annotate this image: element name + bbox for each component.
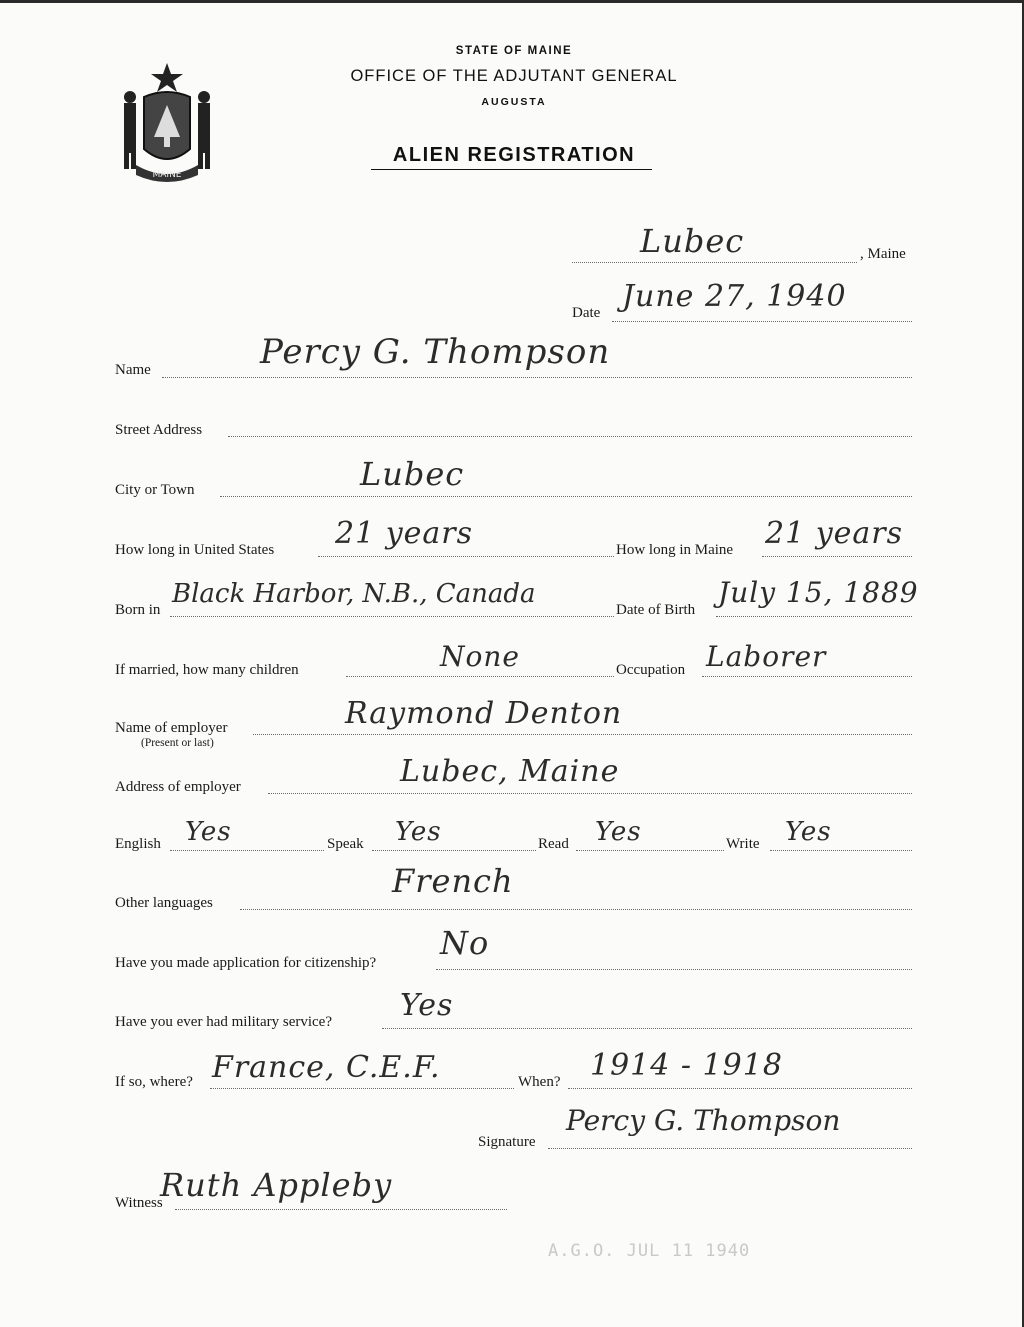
employer-address-value: Lubec, Maine (400, 754, 620, 789)
date-line (612, 321, 912, 322)
military-value: Yes (400, 988, 454, 1023)
write-line (770, 850, 912, 851)
office-heading: OFFICE OF THE ADJUTANT GENERAL (350, 67, 678, 85)
name-value: Percy G. Thompson (260, 332, 611, 372)
city-label: City or Town (115, 482, 195, 498)
how-long-us-value: 21 years (335, 516, 474, 551)
where-label: If so, where? (115, 1074, 193, 1090)
employer-value: Raymond Denton (345, 696, 623, 731)
date-value: June 27, 1940 (622, 279, 847, 314)
born-in-label: Born in (115, 602, 161, 618)
how-long-maine-line (762, 556, 912, 557)
how-long-maine-value: 21 years (765, 516, 904, 551)
title-underline (371, 169, 652, 170)
when-line (568, 1088, 912, 1089)
employer-address-label: Address of employer (115, 779, 241, 795)
english-label: English (115, 836, 161, 852)
witness-line (175, 1209, 507, 1210)
citizenship-label: Have you made application for citizenship? (115, 955, 377, 971)
when-label: When? (518, 1074, 561, 1090)
english-value: Yes (185, 817, 232, 847)
employer-address-line (268, 793, 912, 794)
date-of-birth-label: Date of Birth (616, 602, 696, 618)
signature-line (548, 1148, 912, 1149)
occupation-line (702, 676, 912, 677)
occupation-label: Occupation (616, 662, 686, 678)
seal-banner-text: MAINE (152, 170, 182, 180)
speak-value: Yes (395, 817, 442, 847)
children-line (346, 676, 614, 677)
date-label: Date (572, 305, 601, 321)
how-long-us-line (318, 556, 614, 557)
name-label: Name (115, 362, 151, 378)
town-value: Lubec (640, 222, 745, 260)
read-value: Yes (595, 817, 642, 847)
form-title: ALIEN REGISTRATION (392, 144, 636, 166)
name-line (162, 377, 912, 378)
speak-line (372, 850, 536, 851)
other-languages-label: Other languages (115, 895, 213, 911)
town-line (572, 262, 857, 263)
signature-value: Percy G. Thompson (566, 1104, 841, 1137)
signature-label: Signature (478, 1134, 536, 1150)
city-line (220, 496, 912, 497)
write-label: Write (726, 836, 760, 852)
employer-line (253, 734, 912, 735)
read-label: Read (538, 836, 569, 852)
street-line (228, 436, 912, 437)
maine-label: , Maine (860, 246, 906, 262)
street-label: Street Address (115, 422, 203, 438)
write-value: Yes (785, 817, 832, 847)
born-in-value: Black Harbor, N.B., Canada (172, 579, 536, 609)
citizenship-value: No (440, 924, 490, 962)
when-value: 1914 - 1918 (590, 1048, 783, 1083)
date-of-birth-value: July 15, 1889 (718, 576, 919, 609)
speak-label: Speak (327, 836, 364, 852)
children-value: None (440, 640, 520, 673)
date-of-birth-line (716, 616, 912, 617)
other-languages-value: French (392, 862, 514, 900)
city-heading: AUGUSTA (481, 96, 547, 108)
read-line (576, 850, 724, 851)
citizenship-line (436, 969, 912, 970)
employer-label: Name of employer (115, 720, 228, 736)
where-value: France, C.E.F. (212, 1050, 441, 1085)
how-long-us-label: How long in United States (115, 542, 275, 558)
military-label: Have you ever had military service? (115, 1014, 332, 1030)
employer-sublabel: (Present or last) (141, 737, 214, 749)
english-line (170, 850, 324, 851)
witness-label: Witness (115, 1195, 163, 1211)
occupation-value: Laborer (706, 640, 827, 673)
born-in-line (170, 616, 614, 617)
military-line (382, 1028, 912, 1029)
where-line (210, 1088, 514, 1089)
witness-value: Ruth Appleby (160, 1166, 393, 1204)
other-languages-line (240, 909, 912, 910)
city-value: Lubec (360, 455, 465, 493)
how-long-maine-label: How long in Maine (616, 542, 734, 558)
state-heading: STATE OF MAINE (455, 45, 573, 57)
received-stamp: A.G.O. JUL 11 1940 (548, 1241, 751, 1261)
children-label: If married, how many children (115, 662, 299, 678)
